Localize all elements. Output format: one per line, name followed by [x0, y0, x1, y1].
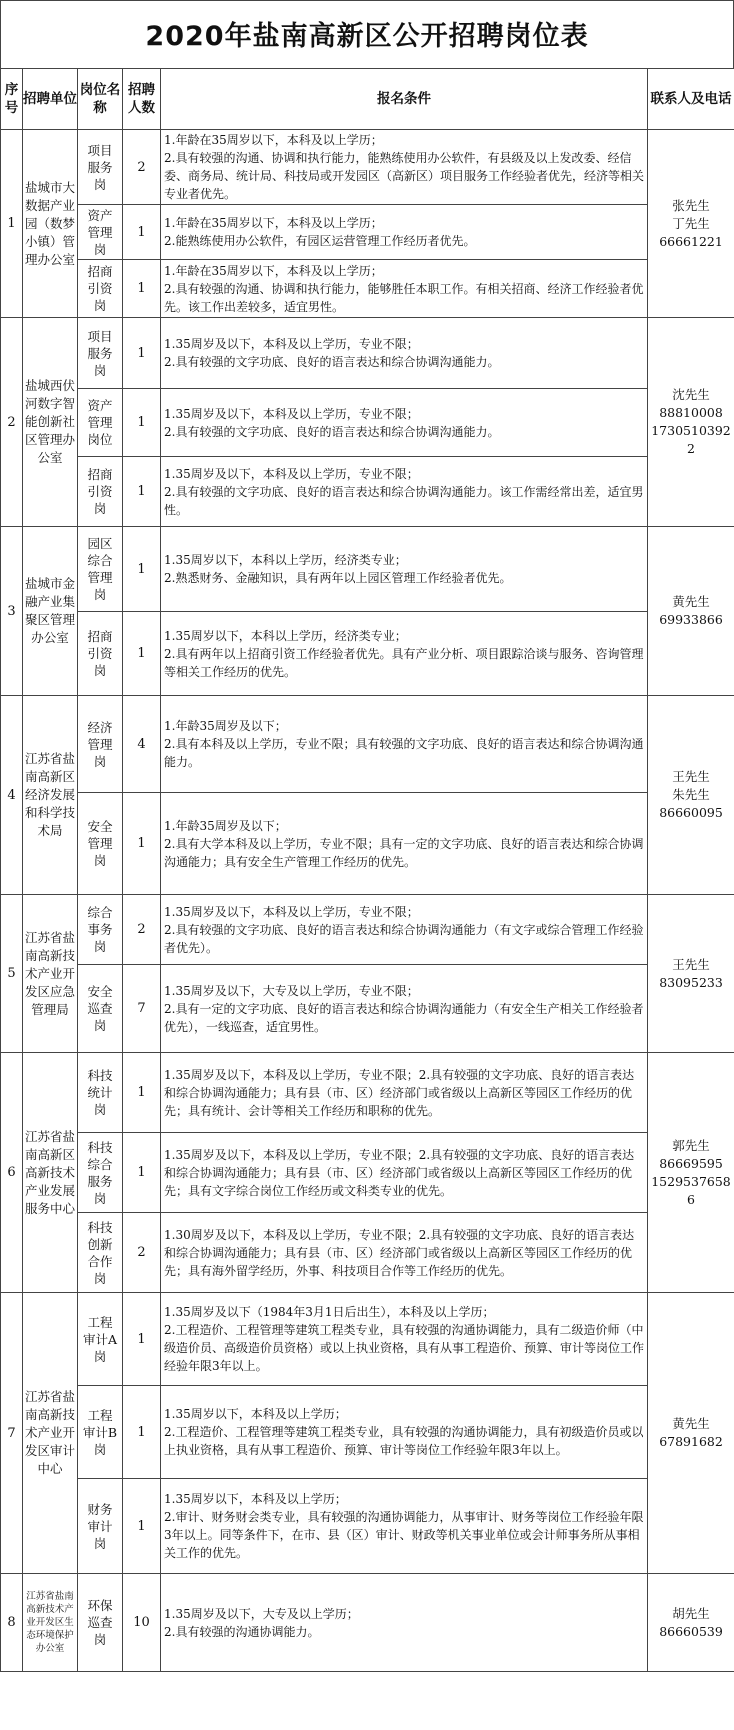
position-name: 招商引资岗 — [78, 457, 123, 527]
position-count: 1 — [123, 1386, 161, 1479]
position-count: 1 — [123, 1479, 161, 1574]
position-name: 安全管理岗 — [78, 793, 123, 895]
position-requirements: 1.35周岁及以下，大专及以上学历，专业不限； 2.具有一定的文字功底、良好的语言表达和综合协调沟通能力（有安全生产相关工作经验者优先），一线巡查，适宜男性。 — [161, 965, 648, 1053]
position-requirements: 1.35周岁以下，本科以上学历，经济类专业； 2.熟悉财务、金融知识，具有两年以上园区管理工作经验者优先。 — [161, 527, 648, 612]
table-row — [1, 318, 734, 389]
table-row — [1, 457, 734, 527]
position-requirements: 1.35周岁及以下，大专及以上学历； 2.具有较强的沟通协调能力。 — [161, 1574, 648, 1672]
position-requirements: 1.35周岁以下，本科及以上学历； 2.审计、财务财会类专业，具有较强的沟通协调能力，从事审计、财务等岗位工作经验年限3年以上。同等条件下，在市、县（区）审计、财政等机关事业单位或会计师事务所从事相关工作的优先。 — [161, 1479, 648, 1574]
position-name: 项目服务岗 — [78, 130, 123, 205]
position-count: 1 — [123, 389, 161, 457]
position-requirements: 1.35周岁及以下，本科及以上学历，专业不限； 2.具有较强的文字功底、良好的语言表达和综合协调沟通能力。 — [161, 389, 648, 457]
position-name: 科技综合服务岗 — [78, 1133, 123, 1213]
position-name: 招商引资岗 — [78, 612, 123, 696]
position-count: 1 — [123, 260, 161, 318]
page-title: 2020年盐南高新区公开招聘岗位表 — [0, 0, 734, 68]
header-requirements: 报名条件 — [161, 69, 648, 130]
group-unit: 盐城西伏河数字智能创新社区管理办公室 — [23, 318, 78, 527]
position-requirements: 1.35周岁及以下，本科及以上学历，专业不限； 2.具有较强的文字功底、良好的语言表达和综合协调沟通能力。该工作需经常出差，适宜男性。 — [161, 457, 648, 527]
table-row — [1, 1574, 734, 1672]
position-name: 科技统计岗 — [78, 1053, 123, 1133]
position-name: 工程审计B岗 — [78, 1386, 123, 1479]
header-index: 序号 — [1, 69, 23, 130]
group-unit: 盐城市大数据产业园（数梦小镇）管理办公室 — [23, 130, 78, 318]
position-name: 资产管理岗 — [78, 205, 123, 260]
position-requirements: 1.年龄在35周岁以下，本科及以上学历； 2.具有较强的沟通、协调和执行能力，能熟练使用办公软件，有县级及以上发改委、经信委、商务局、统计局、科技局或开发园区（高新区）项目服务工作经验者优先，经济等相关专业者优先。 — [161, 130, 648, 205]
position-count: 10 — [123, 1574, 161, 1672]
header-row — [1, 69, 734, 130]
group-unit: 江苏省盐南高新区高新技术产业发展服务中心 — [23, 1053, 78, 1293]
position-count: 4 — [123, 696, 161, 793]
position-name: 工程审计A岗 — [78, 1293, 123, 1386]
position-name: 经济管理岗 — [78, 696, 123, 793]
table-row — [1, 793, 734, 895]
position-name: 招商引资岗 — [78, 260, 123, 318]
group-index: 8 — [1, 1574, 23, 1672]
group-contact: 张先生 丁先生 66661221 — [648, 130, 734, 318]
position-count: 2 — [123, 895, 161, 965]
header-position: 岗位名称 — [78, 69, 123, 130]
position-count: 1 — [123, 1133, 161, 1213]
position-requirements: 1.35周岁及以下，本科及以上学历，专业不限；2.具有较强的文字功底、良好的语言表达和综合协调沟通能力；具有县（市、区）经济部门或省级以上高新区等园区工作经历的优先；具有文字综合岗位工作经历或文科类专业的优先。 — [161, 1133, 648, 1213]
group-index: 4 — [1, 696, 23, 895]
header-contact: 联系人及电话 — [648, 69, 734, 130]
group-index: 3 — [1, 527, 23, 696]
header-count: 招聘人数 — [123, 69, 161, 130]
position-count: 1 — [123, 1053, 161, 1133]
position-requirements: 1.35周岁及以下，本科及以上学历，专业不限；2.具有较强的文字功底、良好的语言表达和综合协调沟通能力；具有县（市、区）经济部门或省级以上高新区等园区工作经历的优先；具有统计、会计等相关工作经历和职称的优先。 — [161, 1053, 648, 1133]
position-name: 综合事务岗 — [78, 895, 123, 965]
group-contact: 郭先生 86669595 15295376586 — [648, 1053, 734, 1293]
position-name: 项目服务岗 — [78, 318, 123, 389]
position-requirements: 1.年龄在35周岁以下，本科及以上学历； 2.具有较强的沟通、协调和执行能力，能够胜任本职工作。有相关招商、经济工作经验者优先。该工作出差较多，适宜男性。 — [161, 260, 648, 318]
position-name: 财务审计岗 — [78, 1479, 123, 1574]
position-count: 7 — [123, 965, 161, 1053]
position-count: 1 — [123, 318, 161, 389]
position-name: 科技创新合作岗 — [78, 1213, 123, 1293]
group-unit: 江苏省盐南高新技术产业开发区应急管理局 — [23, 895, 78, 1053]
table-row — [1, 1293, 734, 1386]
position-count: 2 — [123, 130, 161, 205]
table-row — [1, 612, 734, 696]
table-row — [1, 1479, 734, 1574]
table-row — [1, 1053, 734, 1133]
position-count: 1 — [123, 527, 161, 612]
position-requirements: 1.35周岁及以下，本科及以上学历，专业不限； 2.具有较强的文字功底、良好的语言表达和综合协调沟通能力（有文字或综合管理工作经验者优先）。 — [161, 895, 648, 965]
group-index: 5 — [1, 895, 23, 1053]
position-name: 园区综合管理岗 — [78, 527, 123, 612]
table-row — [1, 965, 734, 1053]
position-requirements: 1.年龄35周岁及以下； 2.具有本科及以上学历，专业不限；具有较强的文字功底、良好的语言表达和综合协调沟通能力。 — [161, 696, 648, 793]
table-row — [1, 205, 734, 260]
position-name: 安全巡查岗 — [78, 965, 123, 1053]
position-requirements: 1.35周岁以下，本科以上学历，经济类专业； 2.具有两年以上招商引资工作经验者优先。具有产业分析、项目跟踪洽谈与服务、咨询管理等相关工作经历的优先。 — [161, 612, 648, 696]
position-requirements: 1.35周岁及以下（1984年3月1日后出生），本科及以上学历； 2.工程造价、工程管理等建筑工程类专业，具有较强的沟通协调能力，具有二级造价师（中级造价员、高级造价员资格）或以上执业资格，具有从事工程造价、预算、审计等岗位工作经验年限3年以上。 — [161, 1293, 648, 1386]
position-count: 1 — [123, 205, 161, 260]
position-requirements: 1.30周岁及以下，本科及以上学历，专业不限；2.具有较强的文字功底、良好的语言表达和综合协调沟通能力；具有县（市、区）经济部门或省级以上高新区等园区工作经历的优先；具有海外留学经历，外事、科技项目合作等工作经历的优先。 — [161, 1213, 648, 1293]
header-unit: 招聘单位 — [23, 69, 78, 130]
table-row — [1, 1386, 734, 1479]
group-index: 7 — [1, 1293, 23, 1574]
table-row — [1, 696, 734, 793]
positions-table — [0, 68, 734, 1672]
position-count: 1 — [123, 612, 161, 696]
position-count: 1 — [123, 793, 161, 895]
position-count: 1 — [123, 1293, 161, 1386]
group-unit: 江苏省盐南高新技术产业开发区审计中心 — [23, 1293, 78, 1574]
group-unit: 江苏省盐南高新区经济发展和科学技术局 — [23, 696, 78, 895]
table-row — [1, 389, 734, 457]
table-row — [1, 895, 734, 965]
group-contact: 王先生 朱先生 86660095 — [648, 696, 734, 895]
table-row — [1, 1213, 734, 1293]
group-index: 6 — [1, 1053, 23, 1293]
position-requirements: 1.35周岁以下，本科及以上学历； 2.工程造价、工程管理等建筑工程类专业，具有较强的沟通协调能力，具有初级造价员或以上执业资格，具有从事工程造价、预算、审计等岗位工作经验年限3年以上。 — [161, 1386, 648, 1479]
group-index: 2 — [1, 318, 23, 527]
position-requirements: 1.年龄在35周岁以下，本科及以上学历； 2.能熟练使用办公软件，有园区运营管理工作经历者优先。 — [161, 205, 648, 260]
group-contact: 胡先生 86660539 — [648, 1574, 734, 1672]
table-row — [1, 130, 734, 205]
position-requirements: 1.35周岁及以下，本科及以上学历，专业不限； 2.具有较强的文字功底、良好的语言表达和综合协调沟通能力。 — [161, 318, 648, 389]
group-contact: 王先生 83095233 — [648, 895, 734, 1053]
group-contact: 黄先生 67891682 — [648, 1293, 734, 1574]
group-unit: 盐城市金融产业集聚区管理办公室 — [23, 527, 78, 696]
position-name: 资产管理岗位 — [78, 389, 123, 457]
position-requirements: 1.年龄35周岁及以下； 2.具有大学本科及以上学历，专业不限；具有一定的文字功底、良好的语言表达和综合协调沟通能力；具有安全生产管理工作经历的优先。 — [161, 793, 648, 895]
position-name: 环保巡查岗 — [78, 1574, 123, 1672]
group-contact: 黄先生 69933866 — [648, 527, 734, 696]
table-row — [1, 260, 734, 318]
position-count: 2 — [123, 1213, 161, 1293]
group-unit: 江苏省盐南高新技术产业开发区生态环境保护办公室 — [23, 1574, 78, 1672]
table-row — [1, 527, 734, 612]
table-row — [1, 1133, 734, 1213]
position-count: 1 — [123, 457, 161, 527]
group-contact: 沈先生 88810008 17305103922 — [648, 318, 734, 527]
group-index: 1 — [1, 130, 23, 318]
